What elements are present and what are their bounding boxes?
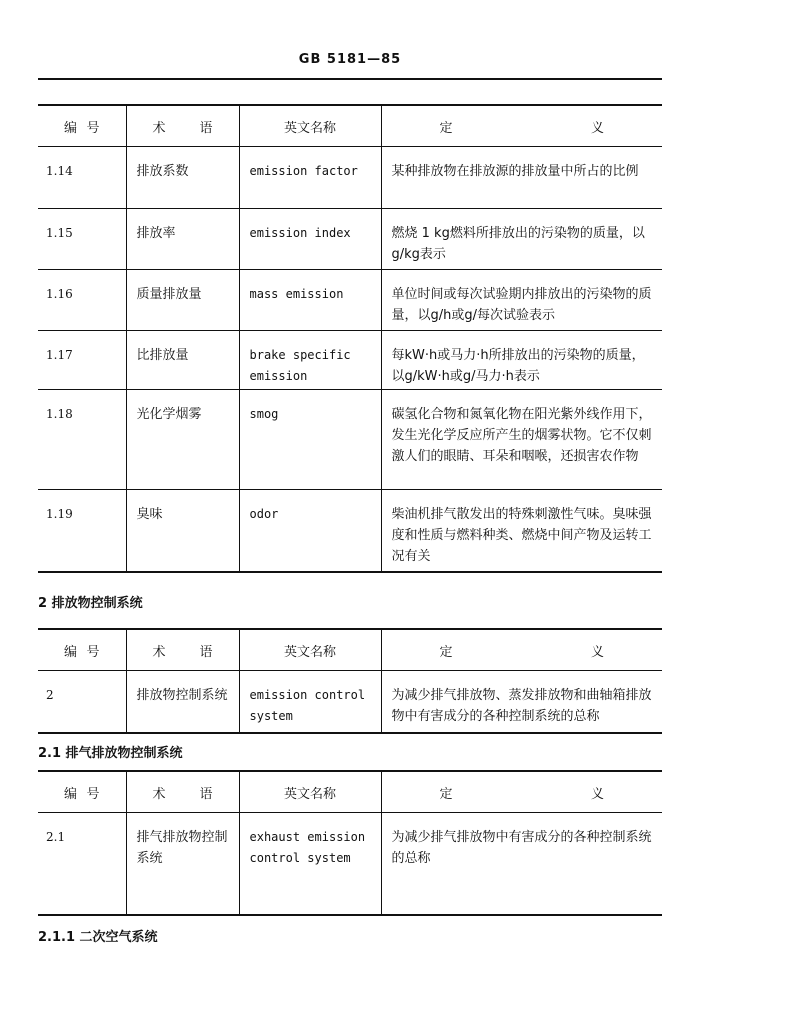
term-definition: 碳氢化合物和氮氧化物在阳光紫外线作用下，发生光化学反应所产生的烟雾状物。它不仅刺激人们的眼睛、耳朵和咽喉，还损害农作物 [381, 390, 662, 490]
header-term: 术 语 [126, 105, 239, 147]
table-row [38, 671, 662, 733]
table-header-row [38, 629, 662, 671]
term-number: 1.14 [38, 147, 126, 209]
term-chinese: 光化学烟雾 [126, 390, 239, 490]
header-number: 编 号 [38, 629, 126, 671]
term-chinese: 比排放量 [126, 331, 239, 390]
term-definition: 燃烧 1 kg燃料所排放出的污染物的质量，以g/kg表示 [381, 209, 662, 270]
table-row [38, 813, 662, 915]
header-number: 编 号 [38, 771, 126, 813]
header-english: 英文名称 [239, 629, 381, 671]
term-definition: 柴油机排气散发出的特殊刺激性气味。臭味强度和性质与燃料种类、燃烧中间产物及运转工况有关 [381, 490, 662, 572]
term-definition: 某种排放物在排放源的排放量中所占的比例 [381, 147, 662, 209]
term-chinese: 排放系数 [126, 147, 239, 209]
terms-table-3 [38, 770, 662, 916]
page-header [38, 48, 662, 80]
header-definition: 定 义 [381, 771, 662, 813]
term-english: brake specific emission [239, 331, 381, 390]
header-definition: 定 义 [381, 105, 662, 147]
table-row [38, 490, 662, 572]
term-chinese: 排放物控制系统 [126, 671, 239, 733]
table-row [38, 270, 662, 331]
standard-number: GB 5181—85 [298, 52, 402, 67]
section-heading-2-1: 2.1 排气排放物控制系统 [38, 746, 183, 761]
term-number: 2.1 [38, 813, 126, 915]
term-english: emission control system [239, 671, 381, 733]
term-english: odor [239, 490, 381, 572]
term-definition: 单位时间或每次试验期内排放出的污染物的质量，以g/h或g/每次试验表示 [381, 270, 662, 331]
table-header-row [38, 771, 662, 813]
header-english: 英文名称 [239, 771, 381, 813]
term-chinese: 臭味 [126, 490, 239, 572]
header-term: 术 语 [126, 629, 239, 671]
table-row [38, 147, 662, 209]
table-row [38, 390, 662, 490]
term-number: 1.19 [38, 490, 126, 572]
term-chinese: 排放率 [126, 209, 239, 270]
table-row [38, 331, 662, 390]
term-english: emission factor [239, 147, 381, 209]
header-english: 英文名称 [239, 105, 381, 147]
header-definition: 定 义 [381, 629, 662, 671]
term-definition: 为减少排气排放物中有害成分的各种控制系统的总称 [381, 813, 662, 915]
header-number: 编 号 [38, 105, 126, 147]
table-row [38, 209, 662, 270]
term-english: exhaust emission control system [239, 813, 381, 915]
term-chinese: 排气排放物控制系统 [126, 813, 239, 915]
term-number: 1.17 [38, 331, 126, 390]
term-english: smog [239, 390, 381, 490]
terms-table-1 [38, 104, 662, 573]
term-number: 1.18 [38, 390, 126, 490]
table-header-row [38, 105, 662, 147]
term-number: 2 [38, 671, 126, 733]
term-definition: 每kW·h或马力·h所排放出的污染物的质量，以g/kW·h或g/马力·h表示 [381, 331, 662, 390]
term-english: mass emission [239, 270, 381, 331]
term-number: 1.16 [38, 270, 126, 331]
term-definition: 为减少排气排放物、蒸发排放物和曲轴箱排放物中有害成分的各种控制系统的总称 [381, 671, 662, 733]
terms-table-2 [38, 628, 662, 734]
term-number: 1.15 [38, 209, 126, 270]
section-heading-2: 2 排放物控制系统 [38, 596, 143, 611]
term-chinese: 质量排放量 [126, 270, 239, 331]
section-heading-2-1-1: 2.1.1 二次空气系统 [38, 930, 158, 945]
header-term: 术 语 [126, 771, 239, 813]
term-english: emission index [239, 209, 381, 270]
